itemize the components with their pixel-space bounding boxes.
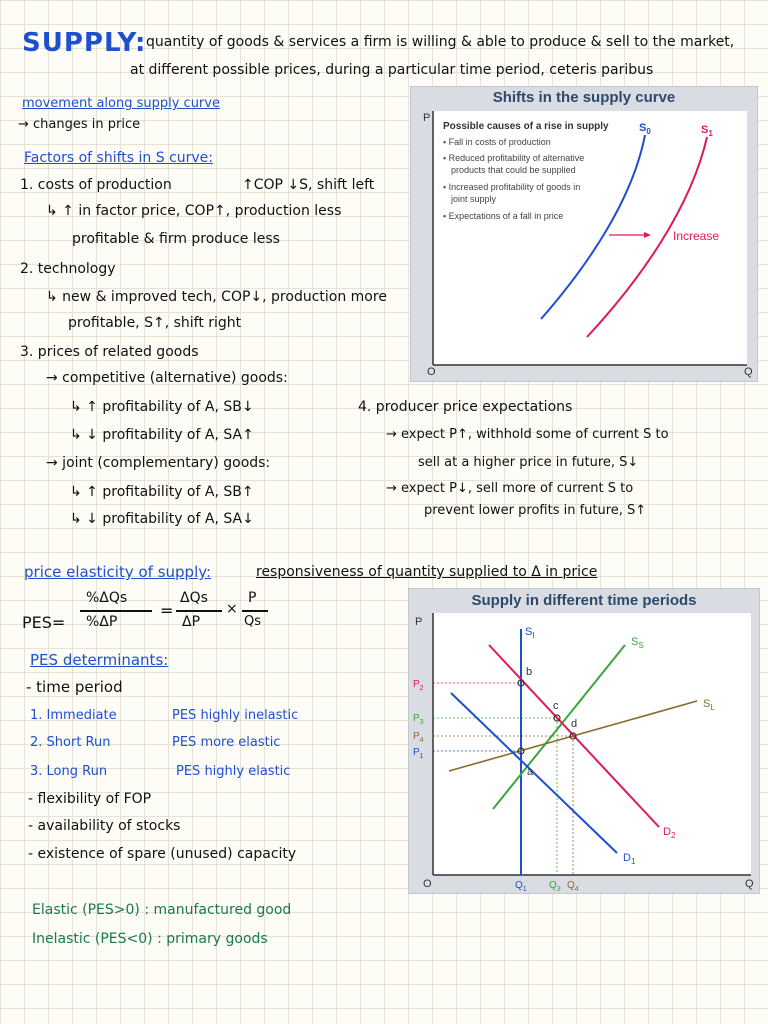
tick-q4: $Q_4$ (567, 880, 579, 893)
expectations-b2: prevent lower profits in future, S↑ (424, 503, 647, 518)
factor-technology: 2. technology (20, 261, 116, 277)
period-immediate-desc: PES highly inelastic (172, 708, 299, 723)
elastic-note: Elastic (PES>0) : manufactured good (32, 902, 292, 918)
factor-costs-effect: ↑COP ↓S, shift left (242, 177, 375, 193)
fraction-bar (176, 610, 222, 612)
label-d2: $D_2$ (663, 826, 676, 840)
pes-formula-num2: ΔQs (180, 590, 208, 606)
factor-related-goods: 3. prices of related goods (20, 344, 199, 360)
joint-goods-a: ↳ ↑ profitability of A, SB↑ (70, 484, 254, 500)
tick-q3: $Q_3$ (549, 880, 561, 893)
factor-technology-sub1: ↳ new & improved tech, COP↓, production more (46, 289, 387, 305)
label-ss: $S_S$ (631, 636, 644, 650)
curve-d1 (451, 693, 617, 853)
label-point-d: d (571, 718, 578, 730)
joint-goods-b: ↳ ↓ profitability of A, SA↓ (70, 511, 254, 527)
factor-costs-sub2: profitable & firm produce less (72, 231, 280, 247)
expectations-a2: sell at a higher price in future, S↓ (418, 455, 639, 470)
expectations-b1: → expect P↓, sell more of current S to (386, 481, 634, 496)
inelastic-note: Inelastic (PES<0) : primary goods (32, 931, 268, 947)
increase-arrowhead (644, 232, 651, 238)
pes-formula-den3: Qs (244, 614, 262, 629)
factors-heading: Factors of shifts in S curve: (24, 150, 214, 166)
determinant-fop: - flexibility of FOP (28, 791, 152, 807)
supply-definition-line2: at different possible prices, during a particular time period, ceteris paribus (130, 62, 654, 78)
tp-origin: O (423, 878, 432, 890)
tp-axis-p: P (415, 616, 423, 628)
label-point-a: a (527, 766, 534, 778)
tick-q1: $Q_1$ (515, 880, 527, 893)
factor-technology-sub2: profitable, S↑, shift right (68, 315, 242, 331)
pes-formula-den1: %ΔP (86, 614, 118, 630)
pes-time-period: - time period (26, 678, 123, 696)
shifts-origin: O (427, 366, 436, 378)
pes-formula-den2: ΔP (182, 614, 201, 630)
supply-definition-line1: quantity of goods & services a firm is willing & able to produce & sell to the market, (146, 34, 735, 50)
pes-formula-num3: P (248, 590, 257, 606)
time-periods-chart (408, 588, 760, 894)
fraction-bar (80, 610, 152, 612)
period-long-run-desc: PES highly elastic (176, 764, 291, 779)
tick-p2: $P_2$ (413, 679, 424, 692)
shifts-axis-p: P (423, 112, 431, 124)
competitive-goods: → competitive (alternative) goods: (46, 370, 288, 386)
increase-label: Increase (673, 229, 720, 243)
period-immediate: 1. Immediate (30, 708, 117, 723)
shifts-chart-title: Shifts in the supply curve (492, 89, 676, 106)
determinant-stocks: - availability of stocks (28, 818, 181, 834)
expectations-a1: → expect P↑, withhold some of current S to (386, 427, 669, 442)
cause-item: • Increased profitability of goods in (443, 182, 581, 192)
tick-p1: $P_1$ (413, 747, 424, 760)
pes-definition: responsiveness of quantity supplied to Δ in price (256, 564, 598, 580)
tp-axis-q: Q (745, 878, 754, 890)
movement-note: → changes in price (18, 117, 141, 132)
pes-formula-lhs: PES= (22, 613, 66, 632)
competitive-goods-a: ↳ ↑ profitability of A, SB↓ (70, 399, 254, 415)
factor-price-expectations: 4. producer price expectations (358, 399, 573, 415)
joint-goods: → joint (complementary) goods: (46, 455, 271, 471)
pes-formula-eq: = (160, 601, 174, 620)
label-point-b: b (526, 666, 533, 678)
fraction-bar (242, 610, 268, 612)
shifts-chart (410, 86, 758, 382)
cause-item: • Expectations of a fall in price (443, 211, 564, 221)
cause-item: • Fall in costs of production (443, 137, 551, 147)
period-short-run: 2. Short Run (30, 735, 111, 750)
label-sl: $S_L$ (703, 698, 715, 712)
label-point-c: c (553, 700, 559, 712)
determinant-capacity: - existence of spare (unused) capacity (28, 846, 297, 862)
pes-formula-num1: %ΔQs (86, 590, 128, 606)
period-short-run-desc: PES more elastic (172, 735, 281, 750)
tick-p4: $P_4$ (413, 731, 424, 744)
cause-item: • Reduced profitability of alternative (443, 153, 585, 163)
label-d1: $D_1$ (623, 852, 636, 866)
competitive-goods-b: ↳ ↓ profitability of A, SA↑ (70, 427, 254, 443)
factor-costs-sub1: ↳ ↑ in factor price, COP↑, production less (46, 203, 342, 219)
period-long-run: 3. Long Run (30, 764, 108, 779)
factor-costs: 1. costs of production (20, 177, 172, 193)
pes-heading: price elasticity of supply: (24, 563, 212, 581)
cause-item-cont: joint supply (451, 194, 497, 204)
pes-formula-times: × (226, 601, 238, 617)
label-si: $S_I$ (525, 626, 535, 640)
movement-heading: movement along supply curve (22, 96, 220, 111)
shifts-axis-q: Q (744, 366, 753, 378)
page-title: SUPPLY: (22, 28, 147, 58)
tick-p3: $P_3$ (413, 713, 424, 726)
cause-item-cont: products that could be supplied (451, 165, 576, 175)
time-periods-chart-title: Supply in different time periods (471, 592, 697, 609)
label-s0: $S_0$ (639, 122, 651, 136)
time-periods-chart-svg (409, 589, 759, 893)
label-s1: $S_1$ (701, 124, 713, 138)
causes-title: Possible causes of a rise in supply (443, 121, 609, 132)
pes-determinants-heading: PES determinants: (30, 651, 169, 669)
